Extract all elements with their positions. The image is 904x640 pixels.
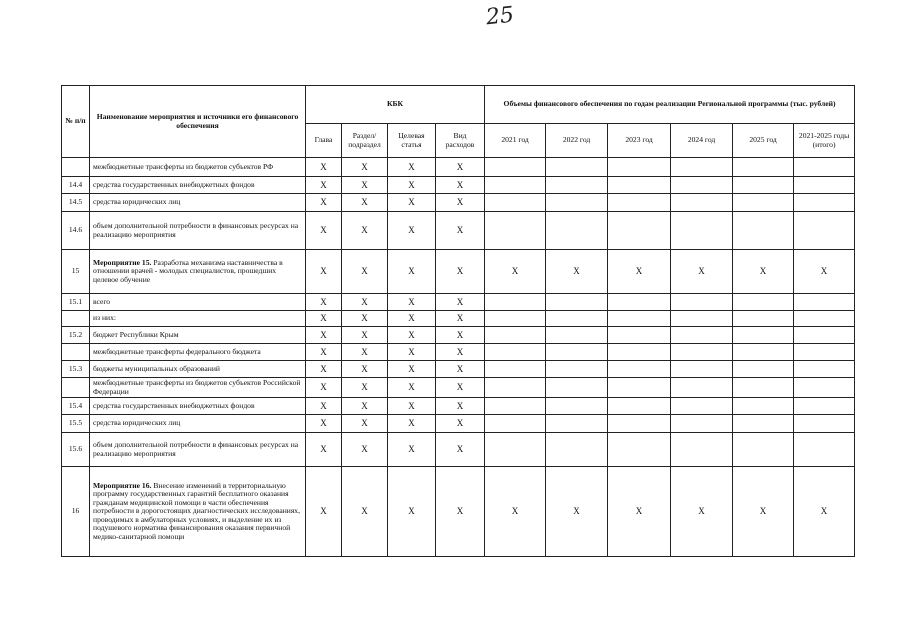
year-value-cell: [546, 294, 608, 311]
year-value-cell: [546, 212, 608, 250]
row-name: [90, 378, 306, 398]
kbk-mark-cell: X: [342, 294, 388, 311]
table-row: [62, 398, 855, 415]
row-number: 15.2: [62, 327, 90, 344]
kbk-mark-cell: X: [306, 311, 342, 327]
header-kbk: КБК: [306, 86, 485, 124]
year-mark-cell: X: [546, 250, 608, 294]
table-row: [62, 378, 855, 398]
table-row: [62, 415, 855, 433]
kbk-mark-cell: X: [342, 344, 388, 361]
year-value-cell: [485, 212, 546, 250]
year-value-cell: [485, 311, 546, 327]
year-value-cell: [794, 398, 855, 415]
kbk-mark-cell: X: [342, 250, 388, 294]
kbk-mark-cell: X: [436, 294, 485, 311]
table-row: [62, 294, 855, 311]
row-text: Разработка механизма наставничества в отношении врачей - молодых специалистов, прошедших целевое обучение: [93, 257, 283, 284]
year-value-cell: [671, 378, 733, 398]
year-mark-cell: X: [485, 467, 546, 557]
kbk-mark-cell: X: [342, 433, 388, 467]
row-number: 15.4: [62, 398, 90, 415]
row-number: [62, 158, 90, 177]
year-mark-cell: X: [733, 250, 794, 294]
year-value-cell: [608, 212, 671, 250]
header-year-col: 2023 год: [608, 124, 671, 158]
kbk-mark-cell: X: [306, 177, 342, 194]
year-value-cell: [733, 177, 794, 194]
kbk-mark-cell: X: [436, 158, 485, 177]
year-value-cell: [794, 361, 855, 378]
year-value-cell: [546, 194, 608, 212]
year-mark-cell: X: [608, 250, 671, 294]
kbk-mark-cell: X: [306, 158, 342, 177]
year-value-cell: [546, 327, 608, 344]
year-value-cell: [546, 344, 608, 361]
year-value-cell: [733, 311, 794, 327]
header-kbk-col: Целевая статья: [388, 124, 436, 158]
row-name: [90, 361, 306, 378]
row-text: бюджеты муниципальных образований: [93, 363, 220, 373]
year-value-cell: [671, 158, 733, 177]
header-year-col: 2021 год: [485, 124, 546, 158]
row-number: [62, 344, 90, 361]
kbk-mark-cell: X: [306, 433, 342, 467]
row-text: из них:: [93, 313, 116, 323]
kbk-mark-cell: X: [436, 378, 485, 398]
row-number: 15.5: [62, 415, 90, 433]
year-mark-cell: X: [546, 467, 608, 557]
table-row: [62, 212, 855, 250]
kbk-mark-cell: X: [388, 467, 436, 557]
kbk-mark-cell: X: [388, 415, 436, 433]
year-mark-cell: X: [794, 250, 855, 294]
year-value-cell: [733, 344, 794, 361]
year-value-cell: [671, 327, 733, 344]
row-text: межбюджетные трансферты федерального бюджета: [93, 346, 261, 356]
row-name: [90, 398, 306, 415]
year-value-cell: [485, 378, 546, 398]
row-name: [90, 177, 306, 194]
table-row: [62, 361, 855, 378]
year-value-cell: [608, 194, 671, 212]
year-value-cell: [608, 158, 671, 177]
row-title: Мероприятие 15.: [93, 257, 152, 267]
year-value-cell: [671, 177, 733, 194]
kbk-mark-cell: X: [436, 361, 485, 378]
year-value-cell: [733, 327, 794, 344]
table-row: [62, 467, 855, 557]
row-name: [90, 327, 306, 344]
year-value-cell: [794, 415, 855, 433]
header-kbk-col: Раздел/ подраздел: [342, 124, 388, 158]
kbk-mark-cell: X: [436, 398, 485, 415]
table-row: [62, 311, 855, 327]
year-value-cell: [733, 212, 794, 250]
kbk-mark-cell: X: [388, 250, 436, 294]
row-text: бюджет Республики Крым: [93, 329, 179, 339]
row-name: [90, 415, 306, 433]
row-name: [90, 158, 306, 177]
year-value-cell: [671, 194, 733, 212]
kbk-mark-cell: X: [342, 398, 388, 415]
year-value-cell: [485, 361, 546, 378]
year-value-cell: [794, 212, 855, 250]
header-kbk-col: Вид расходов: [436, 124, 485, 158]
table-row: [62, 158, 855, 177]
year-value-cell: [546, 311, 608, 327]
year-value-cell: [794, 158, 855, 177]
header-kbk-col: Глава: [306, 124, 342, 158]
kbk-mark-cell: X: [388, 327, 436, 344]
kbk-mark-cell: X: [436, 433, 485, 467]
year-value-cell: [794, 378, 855, 398]
year-value-cell: [485, 344, 546, 361]
kbk-mark-cell: X: [388, 194, 436, 212]
row-name: [90, 467, 306, 557]
kbk-mark-cell: X: [306, 378, 342, 398]
row-text: межбюджетные трансферты из бюджетов субъектов Российской Федерации: [93, 378, 301, 396]
kbk-mark-cell: X: [306, 415, 342, 433]
year-value-cell: [546, 158, 608, 177]
row-number: 15.6: [62, 433, 90, 467]
kbk-mark-cell: X: [342, 311, 388, 327]
year-value-cell: [608, 344, 671, 361]
year-value-cell: [671, 311, 733, 327]
row-text: всего: [93, 296, 111, 306]
table-row: [62, 194, 855, 212]
kbk-mark-cell: X: [306, 250, 342, 294]
year-value-cell: [485, 398, 546, 415]
year-mark-cell: X: [671, 467, 733, 557]
table-row: [62, 327, 855, 344]
row-number: 14.6: [62, 212, 90, 250]
table-row: [62, 433, 855, 467]
row-name: [90, 433, 306, 467]
kbk-mark-cell: X: [306, 344, 342, 361]
year-value-cell: [608, 294, 671, 311]
year-value-cell: [546, 398, 608, 415]
kbk-mark-cell: X: [306, 361, 342, 378]
year-value-cell: [485, 415, 546, 433]
kbk-mark-cell: X: [342, 415, 388, 433]
year-value-cell: [794, 177, 855, 194]
kbk-mark-cell: X: [388, 311, 436, 327]
year-value-cell: [794, 344, 855, 361]
year-mark-cell: X: [671, 250, 733, 294]
table-row: [62, 344, 855, 361]
year-mark-cell: X: [794, 467, 855, 557]
row-number: 15: [62, 250, 90, 294]
kbk-mark-cell: X: [388, 378, 436, 398]
row-name: [90, 194, 306, 212]
kbk-mark-cell: X: [436, 194, 485, 212]
year-value-cell: [733, 378, 794, 398]
kbk-mark-cell: X: [342, 361, 388, 378]
year-value-cell: [794, 194, 855, 212]
year-value-cell: [733, 433, 794, 467]
year-value-cell: [794, 294, 855, 311]
kbk-mark-cell: X: [342, 177, 388, 194]
row-text: межбюджетные трансферты из бюджетов субъектов РФ: [93, 161, 274, 171]
row-number: 16: [62, 467, 90, 557]
kbk-mark-cell: X: [436, 250, 485, 294]
row-number: [62, 378, 90, 398]
kbk-mark-cell: X: [436, 415, 485, 433]
kbk-mark-cell: X: [306, 294, 342, 311]
kbk-mark-cell: X: [306, 467, 342, 557]
year-value-cell: [794, 311, 855, 327]
row-text: средства юридических лиц: [93, 418, 181, 428]
row-text: средства государственных внебюджетных фондов: [93, 400, 255, 410]
kbk-mark-cell: X: [342, 194, 388, 212]
kbk-mark-cell: X: [342, 378, 388, 398]
year-value-cell: [608, 415, 671, 433]
kbk-mark-cell: X: [436, 311, 485, 327]
row-text: средства государственных внебюджетных фондов: [93, 179, 255, 189]
year-value-cell: [733, 158, 794, 177]
year-value-cell: [546, 415, 608, 433]
year-value-cell: [608, 177, 671, 194]
row-number: [62, 311, 90, 327]
table-row: [62, 250, 855, 294]
kbk-mark-cell: X: [388, 344, 436, 361]
year-value-cell: [608, 378, 671, 398]
kbk-mark-cell: X: [436, 327, 485, 344]
kbk-mark-cell: X: [342, 327, 388, 344]
year-value-cell: [671, 212, 733, 250]
kbk-mark-cell: X: [342, 467, 388, 557]
year-value-cell: [733, 361, 794, 378]
kbk-mark-cell: X: [436, 212, 485, 250]
year-mark-cell: X: [733, 467, 794, 557]
kbk-mark-cell: X: [436, 344, 485, 361]
year-value-cell: [671, 415, 733, 433]
row-text: средства юридических лиц: [93, 197, 181, 207]
header-volumes: Объемы финансового обеспечения по годам реализации Региональной программы (тыс. рублей): [485, 86, 855, 124]
year-value-cell: [546, 378, 608, 398]
year-value-cell: [608, 398, 671, 415]
row-text: объем дополнительной потребности в финансовых ресурсах на реализацию мероприятия: [93, 221, 299, 239]
row-number: 15.3: [62, 361, 90, 378]
year-value-cell: [485, 158, 546, 177]
row-text: объем дополнительной потребности в финансовых ресурсах на реализацию мероприятия: [93, 440, 299, 458]
year-value-cell: [485, 294, 546, 311]
row-number: 14.5: [62, 194, 90, 212]
year-value-cell: [485, 194, 546, 212]
kbk-mark-cell: X: [436, 177, 485, 194]
year-value-cell: [733, 398, 794, 415]
row-name: [90, 212, 306, 250]
row-name: [90, 294, 306, 311]
header-name: Наименование мероприятия и источники его финансового обеспечения: [90, 86, 306, 158]
kbk-mark-cell: X: [306, 212, 342, 250]
year-value-cell: [733, 294, 794, 311]
year-value-cell: [608, 361, 671, 378]
year-value-cell: [485, 433, 546, 467]
year-value-cell: [608, 433, 671, 467]
header-year-col: 2021-2025 годы (итого): [794, 124, 855, 158]
kbk-mark-cell: X: [342, 212, 388, 250]
year-value-cell: [671, 361, 733, 378]
row-number: 14.4: [62, 177, 90, 194]
year-value-cell: [733, 194, 794, 212]
year-value-cell: [794, 433, 855, 467]
year-value-cell: [671, 433, 733, 467]
year-value-cell: [546, 433, 608, 467]
year-value-cell: [671, 294, 733, 311]
header-year-col: 2022 год: [546, 124, 608, 158]
row-text: Внесение изменений в территориальную программу государственных гарантий бесплатного оказания гражданам медицинской помощи в части обеспечения потребности в дорогостоящих диагностических исследованиях, проводимых в амбулаторных условиях, и выделение их из подушевого норматива финансирования оказания первичной медико-санитарной помощи: [93, 480, 301, 541]
row-name: [90, 250, 306, 294]
year-value-cell: [733, 415, 794, 433]
row-title: Мероприятие 16.: [93, 480, 152, 490]
year-mark-cell: X: [485, 250, 546, 294]
row-number: 15.1: [62, 294, 90, 311]
year-value-cell: [671, 344, 733, 361]
header-year-col: 2025 год: [733, 124, 794, 158]
year-value-cell: [671, 398, 733, 415]
header-row-1: [62, 86, 855, 124]
year-value-cell: [546, 177, 608, 194]
year-value-cell: [546, 361, 608, 378]
kbk-mark-cell: X: [388, 398, 436, 415]
kbk-mark-cell: X: [388, 433, 436, 467]
kbk-mark-cell: X: [342, 158, 388, 177]
table-row: [62, 177, 855, 194]
financing-table: [61, 85, 855, 557]
year-value-cell: [608, 327, 671, 344]
kbk-mark-cell: X: [306, 194, 342, 212]
year-value-cell: [485, 177, 546, 194]
row-name: [90, 344, 306, 361]
kbk-mark-cell: X: [388, 294, 436, 311]
year-mark-cell: X: [608, 467, 671, 557]
kbk-mark-cell: X: [388, 212, 436, 250]
year-value-cell: [794, 327, 855, 344]
kbk-mark-cell: X: [388, 361, 436, 378]
page-number: 25: [484, 2, 516, 31]
kbk-mark-cell: X: [306, 327, 342, 344]
year-value-cell: [608, 311, 671, 327]
row-name: [90, 311, 306, 327]
year-value-cell: [485, 327, 546, 344]
kbk-mark-cell: X: [388, 177, 436, 194]
header-num: № п/п: [62, 86, 90, 158]
kbk-mark-cell: X: [306, 398, 342, 415]
kbk-mark-cell: X: [388, 158, 436, 177]
header-year-col: 2024 год: [671, 124, 733, 158]
kbk-mark-cell: X: [436, 467, 485, 557]
